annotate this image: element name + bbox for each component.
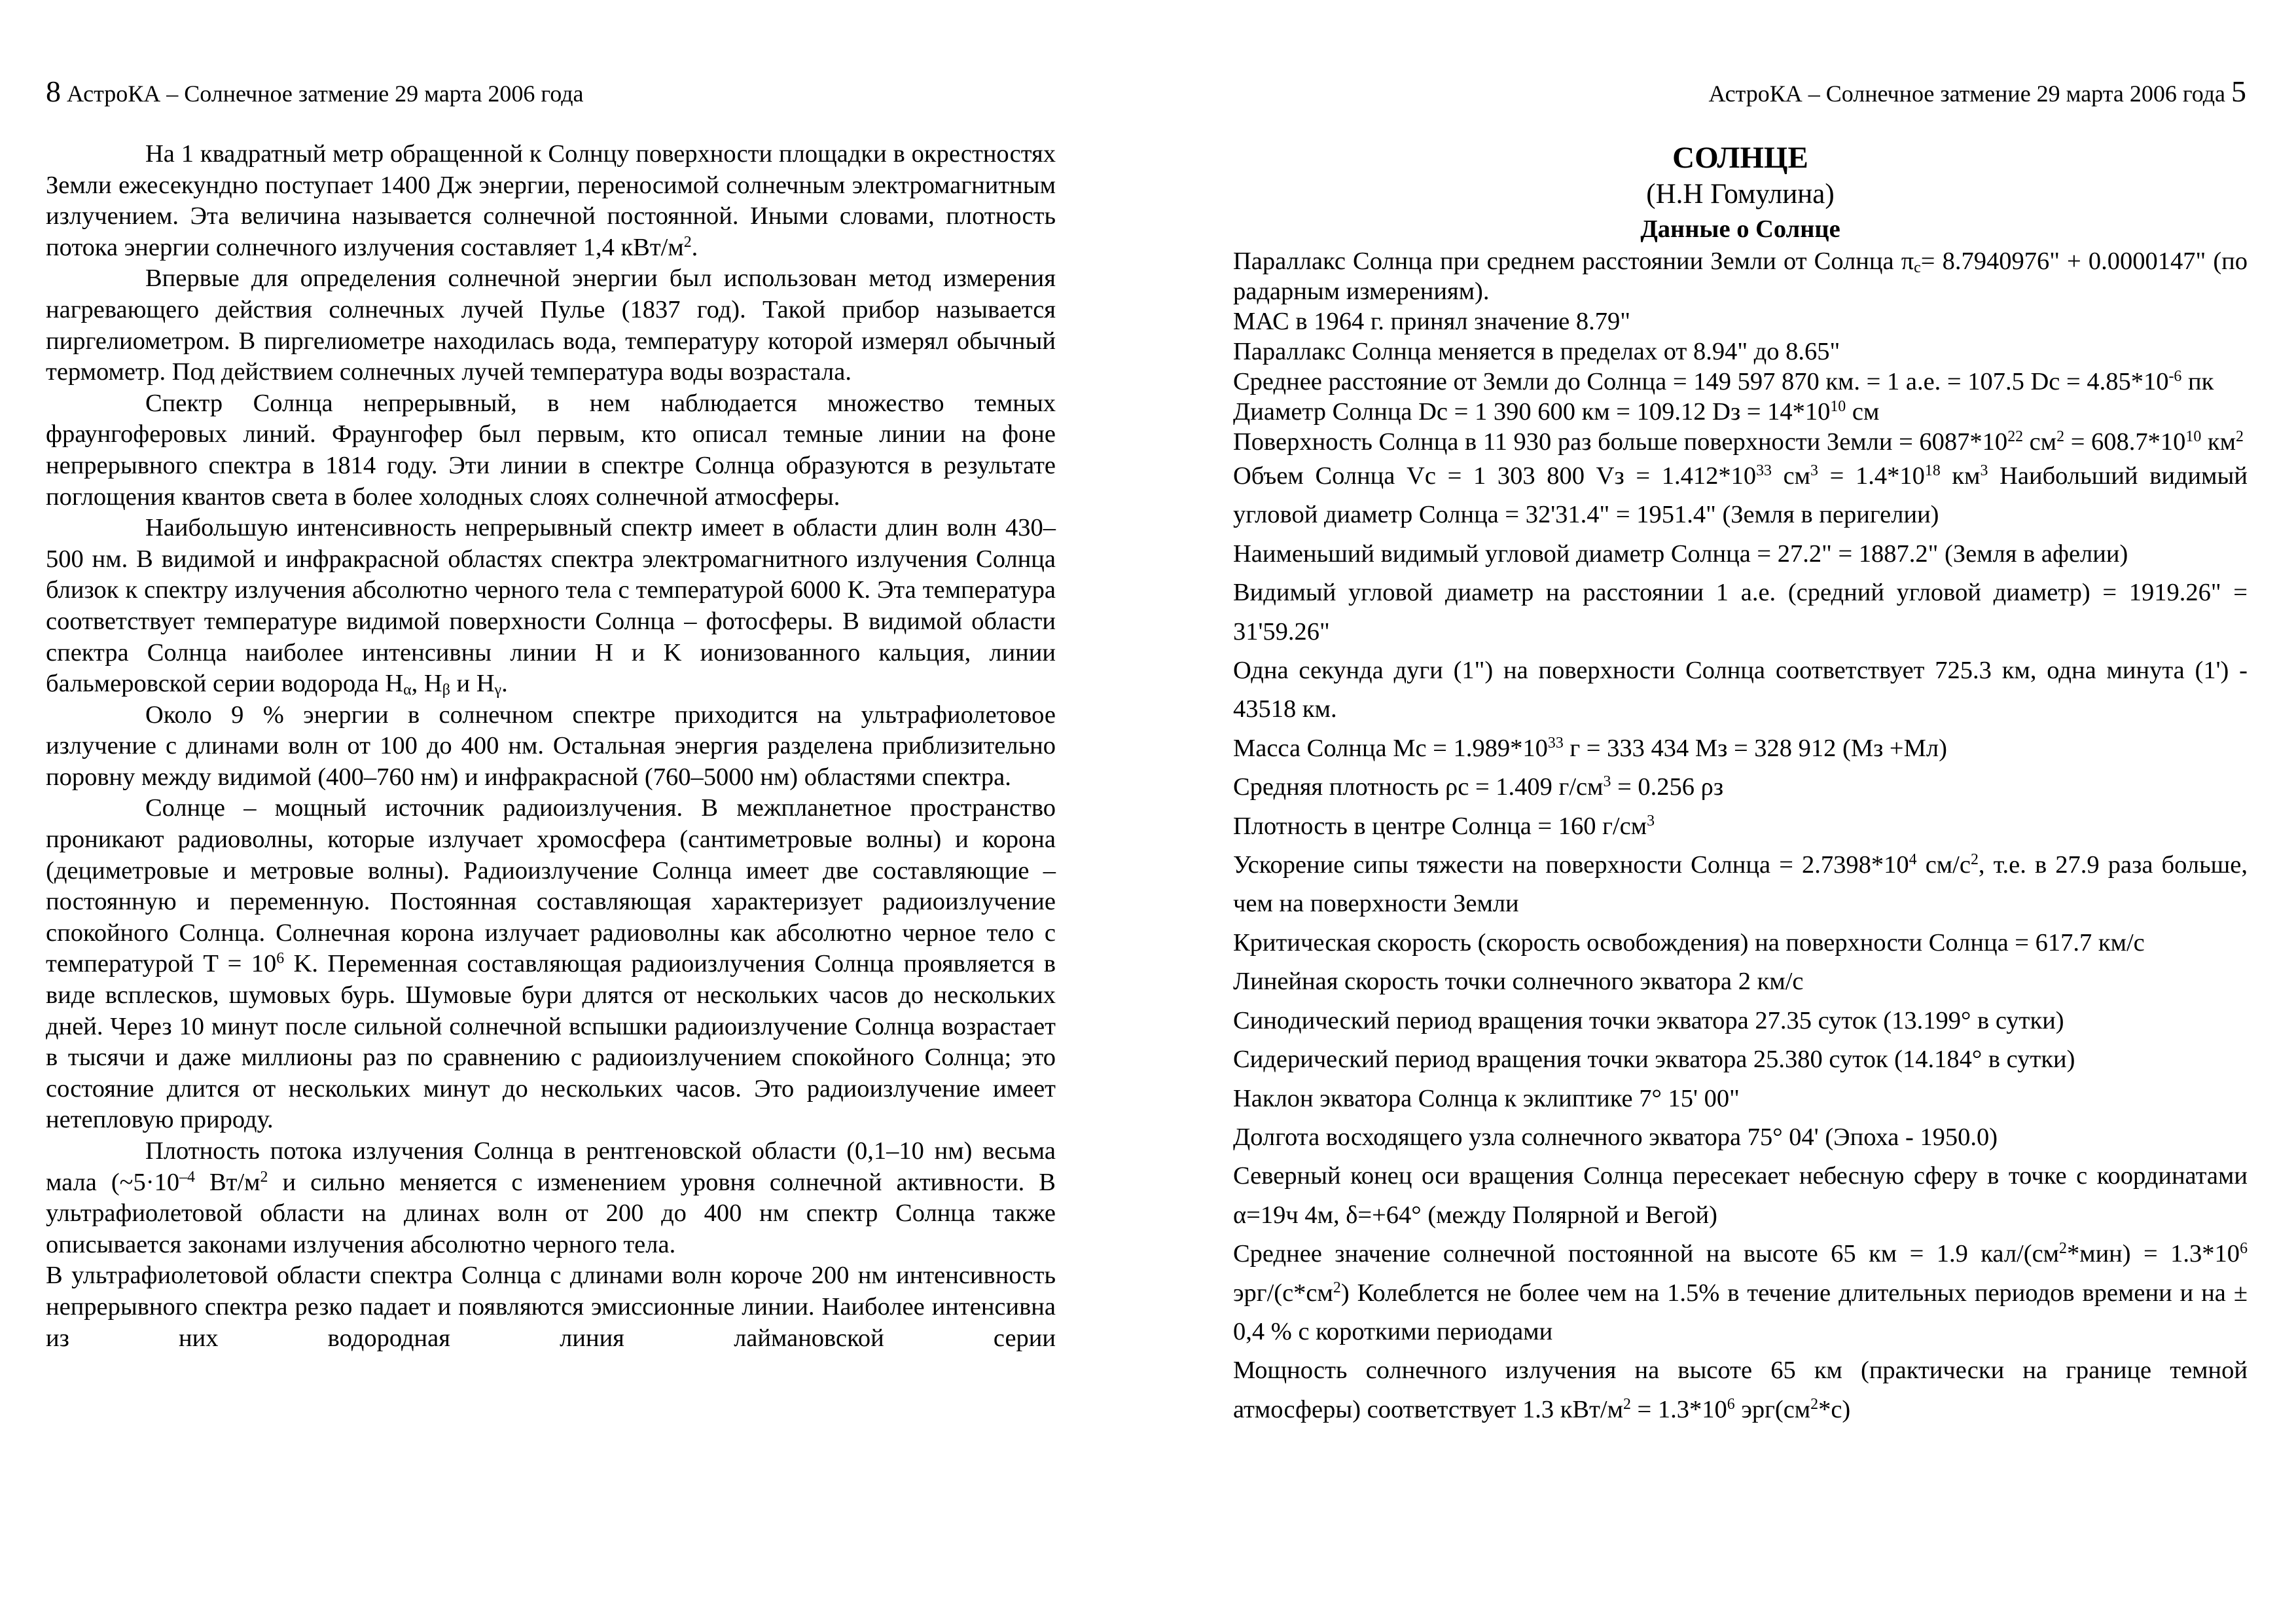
fact-mean-density	[1233, 768, 2248, 807]
text-run: = 608.7*10	[2064, 428, 2186, 456]
text-run: = 8.7940976" + 0.0000147" (по радарным измерениям).	[1233, 247, 2248, 305]
paragraph-radio-emission	[46, 793, 1056, 1136]
paragraph-xray-flux	[46, 1136, 1056, 1260]
fact-surface-gravity	[1233, 846, 2248, 924]
text-run: Средняя плотность ρс = 1.409 г/см	[1233, 773, 1604, 801]
superscript: 2	[2235, 428, 2244, 445]
fact-rotation-axis: Северный конец оси вращения Солнца пересекает небесную сферу в точке с координатами α=19ч 4м, δ=+64° (между Полярной и Вегой)	[1233, 1162, 2248, 1229]
superscript: -6	[2168, 367, 2182, 385]
fact-iau-value: МАС в 1964 г. принял значение 8.79"	[1233, 308, 1630, 335]
text-run: Мощность солнечного излучения на высоте 65 км (практически на границе темной атмосферы) соответствует 1.3 кВт/м	[1233, 1357, 2248, 1423]
superscript: 3	[1810, 462, 1818, 479]
text-run: Поверхность Солнца в 11 930 раз больше поверхности Земли = 6087*10	[1233, 428, 2008, 456]
superscript: 10	[1830, 397, 1846, 415]
superscript: 2	[683, 233, 692, 251]
text-run: км	[1940, 462, 1981, 490]
fact-mean-angular-diameter: Видимый угловой диаметр на расстоянии 1 а.е. (средний угловой диаметр) = 1919.26" = 31'59.26"	[1233, 579, 2248, 646]
subscript: c	[1914, 259, 1921, 276]
fact-synodic-period: Синодический период вращения точки экватора 27.35 суток (13.199° в сутки)	[1233, 1006, 2064, 1034]
fact-equator-inclination: Наклон экватора Солнца к эклиптике 7° 15' 00"	[1233, 1084, 1740, 1112]
fact-diameter	[1233, 397, 2248, 427]
text-run: см	[2023, 428, 2057, 456]
superscript: 2	[260, 1168, 268, 1186]
text-run: Вт/м	[194, 1168, 260, 1196]
paragraph-pyrheliometer: Впервые для определения солнечной энергии был использован метод измерения нагревающего действия солнечных лучей Пульe (1837 год). Такой прибор называется пиргелиометром. В пиргелиометре находилась вода, температуру которой измерял обычный термометр. Под действием солнечных лучей температура воды возрастала.	[46, 264, 1056, 386]
text-run: Масса Солнца Mс = 1.989*10	[1233, 734, 1548, 762]
section-subtitle: Данные о Солнце	[1640, 215, 1840, 243]
text-run: эрг/(с*см	[1233, 1279, 1333, 1307]
paragraph-fraunhofer-lines: Спектр Солнца непрерывный, в нем наблюдается множество темных фраунгоферовых линий. Фраунгофер был первым, кто описал темные линии на фоне непрерывного спектра в 1814 году. Эти линии в спектре Солнца образуются в результате поглощения квантов света в более холодных слоях солнечной атмосферы.	[46, 389, 1056, 511]
text-run: K. Переменная составляющая радиоизлучения Солнца проявляется в виде всплесков, шумовых бурь. Шумовые бури длятся от нескольких часов до нескольких дней. Через 10 минут после сильной солнечной вспышки радиоизлучение Солнца возрастает в тысячи и даже миллионы раз по сравнению с радиоизлучением спокойного Солнца; это состояние длится от нескольких минут до нескольких часов. Это радиоизлучение имеет нетепловую природу.	[46, 950, 1056, 1134]
superscript: 2	[1623, 1395, 1631, 1413]
fact-volume-max-diameter	[1233, 457, 2248, 535]
text-run: Солнце – мощный источник радиоизлучения. В межпланетное пространство проникают радиоволны, которые излучает хромосфера (сантиметровые волны) и корона (дециметровые и метровые волны). Радиоизлучение Солнца имеет две составляющие – постоянную и переменную. Постоянная составляющая характеризует радиоизлучение спокойного Солнца. Солнечная корона излучает радиоволны как абсолютно черное тело с температурой T = 10	[46, 794, 1056, 978]
superscript: 2	[1970, 850, 1979, 868]
right-page-text	[1233, 139, 2248, 1429]
superscript: –4	[179, 1168, 195, 1186]
right-page-number: 5	[2231, 75, 2246, 108]
superscript: 3	[1980, 462, 1988, 479]
subscript: γ	[494, 681, 502, 699]
superscript: 4	[1909, 850, 1917, 868]
text-run: = 1.4*10	[1818, 462, 1925, 490]
paragraph-emission-lines: В ультрафиолетовой области спектра Солнца с длинами волн короче 200 нм интенсивность непрерывного спектра резко падает и появляются эмиссионные линии. Наиболее интенсивна из них водородная линия лаймановской серии	[46, 1262, 1056, 1352]
text-run: = 1.3*10	[1630, 1395, 1727, 1423]
superscript: 2	[1810, 1395, 1819, 1413]
fact-equator-linear-speed: Линейная скорость точки солнечного экватора 2 км/с	[1233, 968, 1804, 996]
text-run: эрг(см	[1734, 1395, 1811, 1423]
superscript: 33	[1756, 462, 1772, 479]
text-run: *мин) = 1.3*10	[2066, 1240, 2240, 1268]
text-run: , т.е. в 27.9 раза больше, чем на поверхности Земли	[1233, 851, 2248, 918]
superscript: 6	[2240, 1240, 2248, 1257]
subscript: β	[442, 681, 450, 699]
paragraph-ultraviolet-share: Около 9 % энергии в солнечном спектре приходится на ультрафиолетовое излучение с длинами волн от 100 до 400 нм. Остальная энергия разделена приблизительно поровну между видимой (400–760 нм) и инфракрасной (760–5000 нм) областями спектра.	[46, 701, 1056, 791]
text-run: .	[501, 670, 508, 698]
left-header-title: АстроКА – Солнечное затмение 29 марта 2006 года	[67, 81, 584, 107]
superscript: 3	[1647, 812, 1655, 830]
text-run: см/с	[1916, 851, 1971, 879]
superscript: 6	[276, 950, 285, 968]
text-run: Диаметр Солнца Dс = 1 390 600 км = 109.12 Dз = 14*10	[1233, 398, 1831, 426]
superscript: 2	[2056, 428, 2065, 445]
text-run: см	[1846, 398, 1880, 426]
fact-parallax	[1233, 246, 2248, 306]
superscript: 33	[1547, 734, 1564, 752]
right-header-title: АстроКА – Солнечное затмение 29 марта 2006 года	[1708, 81, 2225, 107]
superscript: 3	[1603, 773, 1611, 791]
text-run: ) Колеблется не более чем на 1.5% в течение длительных периодов времени и на ± 0,4 % с короткими периодами	[1233, 1279, 2248, 1345]
fact-central-density	[1233, 807, 2248, 846]
text-run: пк	[2181, 368, 2214, 395]
fact-parallax-range: Параллакс Солнца меняется в пределах от 8.94" до 8.65"	[1233, 338, 1840, 365]
text-run: .	[691, 233, 698, 261]
text-run: , H	[411, 670, 442, 698]
text-run: *с)	[1818, 1395, 1851, 1423]
text-run: см	[1771, 462, 1811, 490]
fact-mean-distance	[1233, 367, 2248, 397]
superscript: 2	[1333, 1279, 1341, 1296]
text-run: Плотность потока излучения Солнца в рентгеновской области (0,1–10 нм) весьма мала (~5·10	[46, 1137, 1056, 1196]
text-run: Плотность в центре Солнца = 160 г/см	[1233, 812, 1647, 840]
fact-sidereal-period: Сидерический период вращения точки экватора 25.380 суток (14.184° в сутки)	[1233, 1046, 2075, 1074]
left-page-header	[46, 76, 584, 109]
superscript: 10	[2185, 428, 2202, 445]
right-page-header	[1709, 76, 2247, 109]
fact-arc-second: Одна секунда дуги (1") на поверхности Солнца соответствует 725.3 км, одна минута (1') - 43518 км.	[1233, 657, 2248, 723]
section-title: СОЛНЦЕ	[1672, 141, 1808, 175]
superscript: 2	[2059, 1240, 2067, 1257]
text-run: и сильно меняется с изменением уровня солнечной активности. В ультрафиолетовой области на длинах волн от 200 до 400 нм спектр Солнца также описывается законами излучения абсолютно черного тела.	[46, 1168, 1056, 1258]
text-run: = 0.256 ρз	[1611, 773, 1724, 801]
text-run: Объем Солнца Vс = 1 303 800 Vз = 1.412*10	[1233, 462, 1757, 490]
fact-mass	[1233, 729, 2248, 768]
text-run: Среднее значение солнечной постоянной на высоте 65 км = 1.9 кал/(см	[1233, 1240, 2060, 1268]
text-run: На 1 квадратный метр обращенной к Солнцу поверхности площадки в окрестностях Земли ежесекундно поступает 1400 Дж энергии, переносимой солнечным электромагнитным излучением. Эта величина называется солнечной постоянной. Иными словами, плотность потока энергии солнечного излучения составляет 1,4 кВт/м	[46, 140, 1056, 261]
fact-solar-constant	[1233, 1235, 2248, 1351]
left-page-text	[46, 139, 1056, 1354]
text-run: Ускорение сипы тяжести на поверхности Солнца = 2.7398*10	[1233, 851, 1909, 879]
fact-escape-velocity: Критическая скорость (скорость освобождения) на поверхности Солнца = 617.7 км/с	[1233, 928, 2145, 957]
text-run: Среднее расстояние от Земли до Солнца = 149 597 870 км. = 1 а.е. = 107.5 Dс = 4.85*10	[1233, 368, 2169, 395]
superscript: 22	[2007, 428, 2024, 445]
fact-min-diameter: Наименьший видимый угловой диаметр Солнца = 27.2" = 1887.2" (Земля в афелии)	[1233, 539, 2128, 568]
text-run: г = 333 434 Mз = 328 912 (Mз +Mл)	[1563, 734, 1947, 762]
text-run: и H	[450, 670, 495, 698]
superscript: 18	[1924, 462, 1941, 479]
text-run: Наибольшую интенсивность непрерывный спектр имеет в области длин волн 430–500 нм. В видимой и инфракрасной областях спектра электромагнитного излучения Солнца близок к спектру излучения абсолютно черного тела с температурой 6000 К. Эта температура соответствует температуре видимой поверхности Солнца – фотосферы. В видимой области спектра Солнца наиболее интенсивны линии H и K ионизованного кальция, линии бальмеровской серии водорода H	[46, 514, 1056, 698]
text-run: км	[2201, 428, 2236, 456]
paragraph-continuous-spectrum	[46, 513, 1056, 700]
subscript: α	[403, 681, 412, 699]
fact-surface-area	[1233, 427, 2248, 457]
section-author: (Н.Н Гомулина)	[1646, 179, 1835, 210]
fact-ascending-node: Долгота восходящего узла солнечного экватора 75° 04' (Эпоха - 1950.0)	[1233, 1123, 1998, 1151]
superscript: 6	[1727, 1395, 1735, 1413]
text-run: Наибольший видимый угловой диаметр Солнца = 32'31.4" = 1951.4" (Земля в перигелии)	[1233, 462, 2248, 529]
text-run: Параллакс Солнца при среднем расстоянии Земли от Солнца π	[1233, 247, 1914, 275]
fact-radiation-power	[1233, 1351, 2248, 1429]
left-page-number: 8	[46, 75, 61, 108]
paragraph-solar-constant	[46, 139, 1056, 263]
